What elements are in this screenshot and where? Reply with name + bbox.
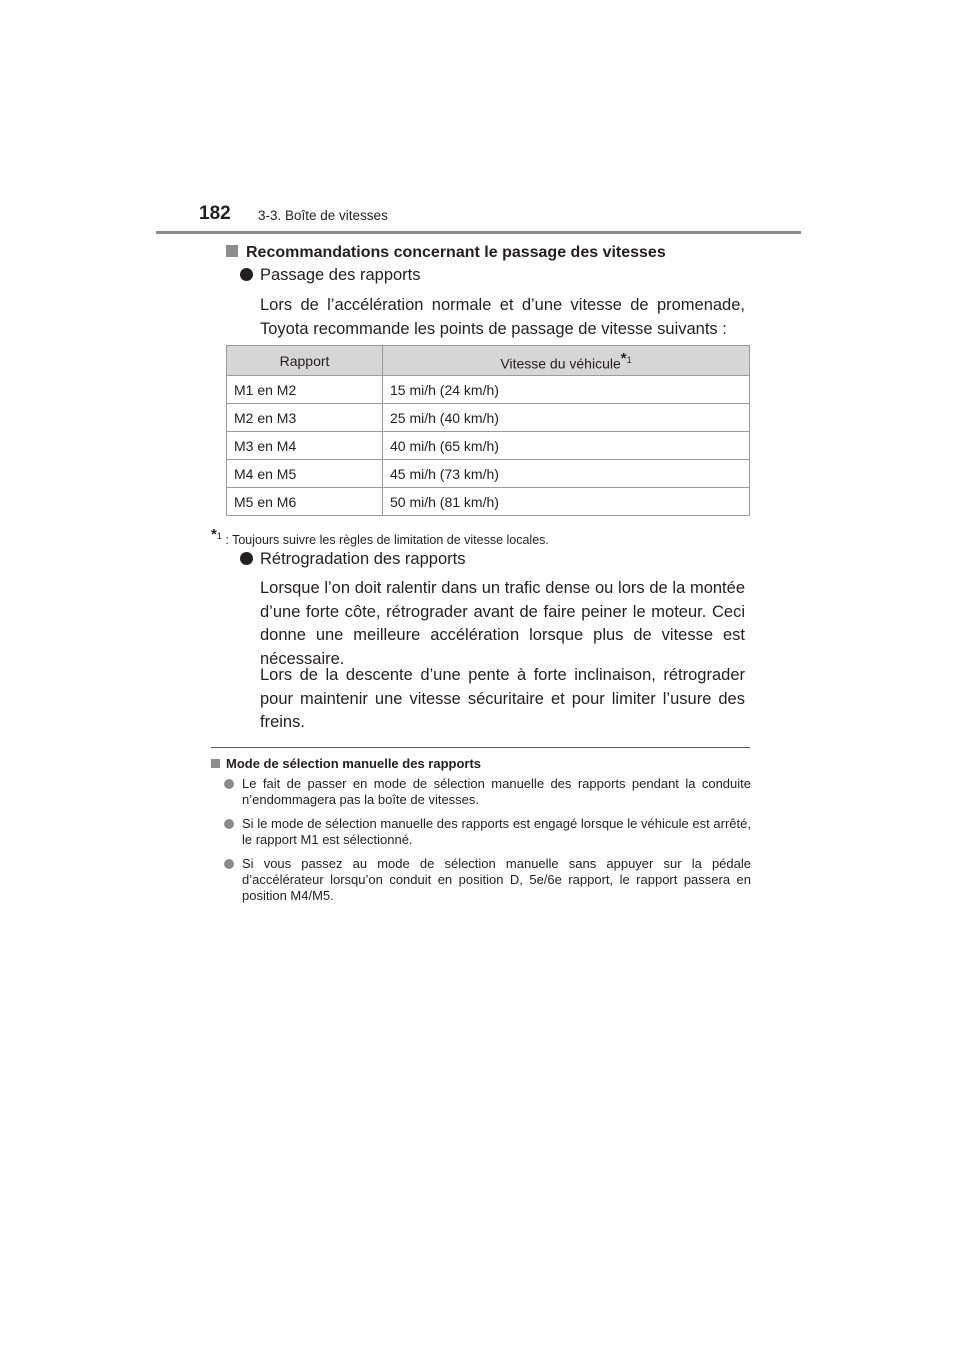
note-item	[211, 816, 751, 848]
section-title: Recommandations concernant le passage des vitesses	[246, 244, 666, 261]
table-row	[227, 488, 750, 516]
table-cell-speed: 15 mi/h (24 km/h)	[383, 376, 750, 404]
footnote-ref-number: 1	[626, 354, 632, 365]
header-rule	[156, 231, 801, 234]
round-bullet-icon	[224, 779, 234, 789]
table-header-row	[227, 346, 750, 376]
shifting-paragraph: Lors de l’accélération normale et d’une vitesse de promenade, Toyota recommande les points de passage de vitesse suivants :	[260, 296, 745, 338]
note-item	[211, 776, 751, 808]
column-header-gear: Rapport	[227, 346, 383, 376]
footnote	[211, 526, 549, 547]
notes-heading	[211, 756, 481, 771]
note-item	[211, 856, 751, 904]
footnote-ref	[620, 349, 632, 367]
notes-title: Mode de sélection manuelle des rapports	[226, 756, 482, 771]
table-row	[227, 376, 750, 404]
bullet-title: Passage des rapports	[260, 266, 421, 284]
square-bullet-icon	[211, 759, 220, 768]
table-cell-gear: M3 en M4	[227, 432, 383, 460]
chapter-title: 3-3. Boîte de vitesses	[258, 208, 388, 223]
round-bullet-icon	[224, 859, 234, 869]
table-cell-gear: M4 en M5	[227, 460, 383, 488]
column-header-speed-label: Vitesse du véhicule	[500, 355, 621, 372]
round-bullet-icon	[240, 552, 253, 565]
round-bullet-icon	[224, 819, 234, 829]
table-cell-speed: 40 mi/h (65 km/h)	[383, 432, 750, 460]
table-cell-speed: 45 mi/h (73 km/h)	[383, 460, 750, 488]
table-row	[227, 432, 750, 460]
downshifting-paragraph-2: Lors de la descente d’une pente à forte inclinaison, rétrograder pour maintenir une vitesse sécuritaire et pour limiter l’usure des freins.	[260, 666, 745, 731]
note-text: Si le mode de sélection manuelle des rapports est engagé lorsque le véhicule est arrêté, le rapport M1 est sélectionné.	[242, 816, 751, 847]
round-bullet-icon	[240, 268, 253, 281]
table-cell-gear: M1 en M2	[227, 376, 383, 404]
square-bullet-icon	[226, 245, 238, 257]
footnote-text: : Toujours suivre les règles de limitation de vitesse locales.	[225, 533, 549, 548]
table-cell-gear: M5 en M6	[227, 488, 383, 516]
downshifting-paragraph-1: Lorsque l’on doit ralentir dans un trafic dense ou lors de la montée d’une forte côte, rétrograder avant de faire peiner le moteur. Ceci donne une meilleure accélération lorsque plus de vitesse est nécessaire.	[260, 579, 745, 668]
note-text: Si vous passez au mode de sélection manuelle sans appuyer sur la pédale d’accélérateur lorsqu’on conduit en position D, 5e/6e rapport, le rapport passera en position M4/M5.	[242, 856, 751, 903]
footnote-marker	[211, 526, 222, 543]
shift-speed-table	[226, 345, 750, 516]
bullet-heading-downshifting	[240, 550, 465, 569]
column-header-speed	[383, 346, 750, 376]
bullet-heading-shifting	[240, 266, 421, 285]
bullet-title: Rétrogradation des rapports	[260, 550, 466, 568]
section-heading	[226, 244, 666, 262]
table-cell-speed: 25 mi/h (40 km/h)	[383, 404, 750, 432]
notes-separator	[211, 747, 750, 748]
footnote-star: *	[620, 349, 627, 367]
table-cell-gear: M2 en M3	[227, 404, 383, 432]
table-row	[227, 460, 750, 488]
footnote-star: *	[211, 526, 217, 543]
table-row	[227, 404, 750, 432]
footnote-number: 1	[216, 531, 222, 541]
table-cell-speed: 50 mi/h (81 km/h)	[383, 488, 750, 516]
page-number: 182	[199, 203, 231, 224]
note-text: Le fait de passer en mode de sélection manuelle des rapports pendant la conduite n’endommagera pas la boîte de vitesses.	[242, 776, 751, 807]
